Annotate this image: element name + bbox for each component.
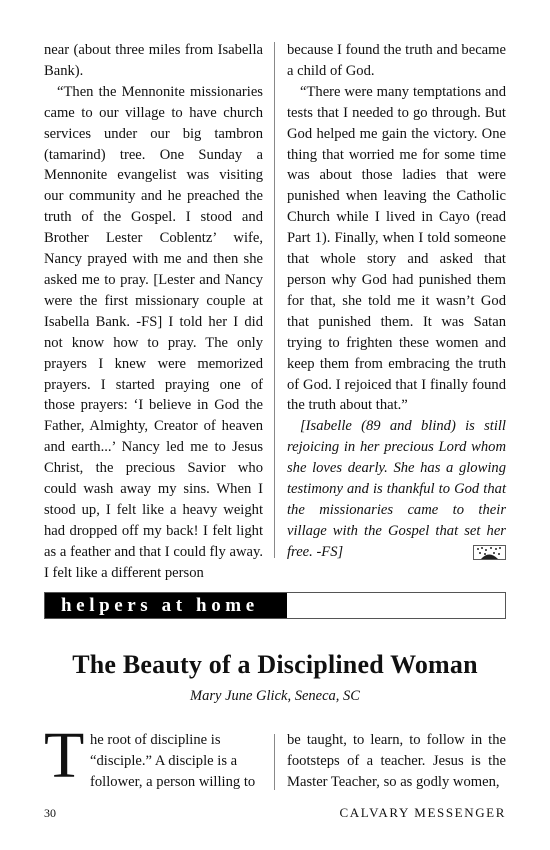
- page-number: 30: [44, 806, 56, 820]
- article-line: he root of discipline is: [90, 732, 221, 748]
- section-banner: [44, 592, 506, 619]
- story-paragraph: “There were many temptations and tests that I needed to go through. But God helped me gain the victory. One thing that worried me for some time was about those ladies that were punished when leaving the Catholic Church while I lived in Cayo (read Part 1). Finally, when I told someone that whole story and asked that person why God had punished them for that, she told me it wasn’t God that punished them. It was Satan trying to frighten these women and keep them from embracing the truth of God. I rejoiced that I finally found the truth about that.”: [287, 83, 506, 414]
- article-right-column: be taught, to learn, to follow in the footsteps of a teacher. Jesus is the Master Teacher, so as godly women,: [287, 732, 506, 790]
- article-title: The Beauty of a Disciplined Woman: [72, 650, 478, 679]
- editor-note-text: [Isabelle (89 and blind) is still rejoicing in her precious Lord whom she loves dearly. She has a glowing testimony and is thankful to God that the missionaries came to their village with the Gospel that set her free. -FS]: [287, 418, 506, 560]
- article-line: follower, a person willing to: [90, 773, 256, 790]
- drop-cap: T: [44, 719, 85, 792]
- story-paragraph: because I found the truth and became a child of God.: [287, 42, 506, 79]
- article-line: “disciple.” A disciple is a: [90, 752, 238, 769]
- article-byline: Mary June Glick, Seneca, SC: [190, 688, 360, 704]
- story-paragraph: “Then the Mennonite missionaries came to our village to have church services under our big tambron (tamarind) tree. One Sunday a Mennonite evangelist was visiting our community and he preached the truth of the Gospel. I stood and Brother Lester Coblentz’ wife, Nancy prayed with me and then she asked me to pray. [Lester and Nancy were the first missionary couple at Isabella Bank. -FS] I told her I did not know how to pray. The only prayers I knew were memorized prayers. I started praying one of those prayers: ‘I believe in God the Father, Almighty, Creator of heaven and earth...’ Nancy led me to Jesus Christ, the precious Savior who could wash away my sins. When I stood up, I felt like a heavy weight had dropped off my back! I felt light as a feather and that I could fly away. I felt like a different person: [44, 83, 263, 581]
- article-left-column: [44, 730, 263, 793]
- story-left-column: [44, 40, 263, 584]
- column-divider: [274, 42, 275, 558]
- story-right-column: [287, 40, 506, 563]
- section-label: helpers at home: [45, 593, 287, 618]
- story-paragraph: near (about three miles from Isabella Bank).: [44, 42, 263, 79]
- end-mark-icon: [473, 545, 506, 560]
- column-divider: [274, 734, 275, 790]
- magazine-name: CALVARY MESSENGER: [339, 805, 506, 820]
- editor-note: [287, 416, 506, 562]
